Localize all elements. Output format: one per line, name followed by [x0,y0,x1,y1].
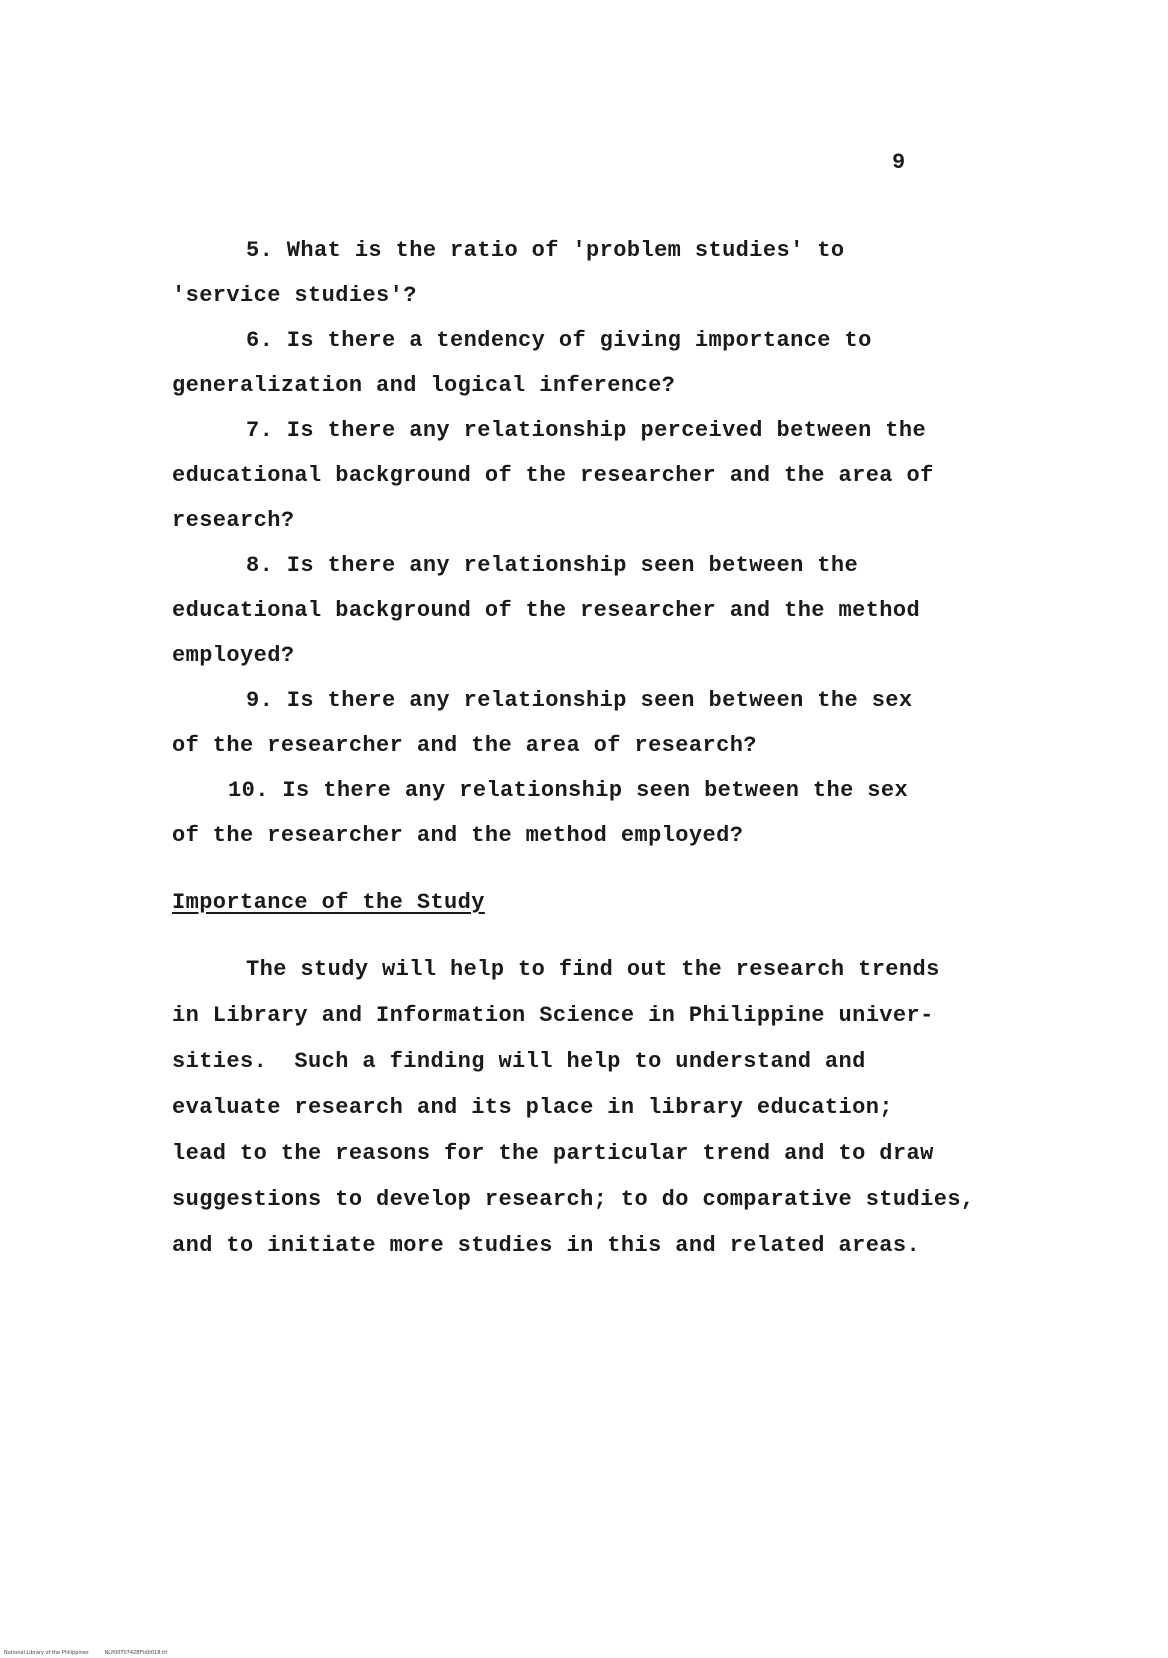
paragraph-line-4: evaluate research and its place in library education; [172,1095,893,1120]
question-9-line-1: 9. Is there any relationship seen between the sex [246,688,913,713]
footer-source [4,1650,167,1656]
question-10-line-1: 10. Is there any relationship seen between the sex [228,778,909,803]
footer-library: National Library of the Philippines [4,1650,89,1656]
paragraph-line-6: suggestions to develop research; to do comparative studies, [172,1187,975,1212]
question-10-line-2: of the researcher and the method employed? [172,823,744,848]
paragraph-line-3: sities. Such a finding will help to understand and [172,1049,866,1074]
paragraph-line-7: and to initiate more studies in this and related areas. [172,1233,921,1258]
question-8-line-2: educational background of the researcher and the method [172,598,921,623]
question-6-line-2: generalization and logical inference? [172,373,676,398]
question-5-line-1: 5. What is the ratio of 'problem studies' to [246,238,845,263]
section-heading: Importance of the Study [172,890,485,915]
question-7-line-1: 7. Is there any relationship perceived between the [246,418,927,443]
question-8-line-1: 8. Is there any relationship seen between the [246,553,859,578]
question-9-line-2: of the researcher and the area of research? [172,733,757,758]
question-6-line-1: 6. Is there a tendency of giving importance to [246,328,872,353]
paragraph-line-2: in Library and Information Science in Philippine univer- [172,1003,934,1028]
paragraph-line-5: lead to the reasons for the particular trend and to draw [172,1141,934,1166]
footer-filename: NLP00T0742BFtd0018.tif [104,1650,168,1656]
question-8-line-3: employed? [172,643,295,668]
paragraph-line-1: The study will help to find out the research trends [246,957,940,982]
question-7-line-2: educational background of the researcher and the area of [172,463,934,488]
page-number: 9 [892,150,906,175]
question-7-line-3: research? [172,508,295,533]
question-5-line-2: 'service studies'? [172,283,417,308]
